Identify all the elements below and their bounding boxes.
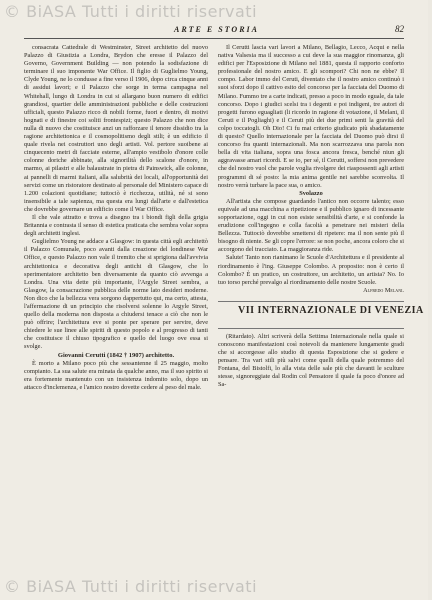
running-header <box>24 24 404 39</box>
author-signature: Alfredo Melani. <box>363 286 404 294</box>
paragraph: Il Cerutti lascia vari lavori a Milano, Bellagio, Lecco, Acqui e nella nativa Valsesia ma il successo a cui deve la sua maggior rinomanza, gli edifici per l'Esposizione di Milano nel 1881, questa il rapporto conforto professionale del nostro amico. E gli scompori? Chi non ne ebbe? Il compo. Labor immo del Ceruti, diventato che il nostro amico continuò i suoi sforzi dopo il cattivo esito del concorso per la facciata del Duomo di Milano. Fummo tre a carte indicati, presso a poco in modo eguale, da tale concorso. Dopo i giudici scelsi tra i degenti e poi indigeni, tre autori di progetti furono eguagliati (li ricordo in ragione di votazione, il Melani, il Ceruti e il Pogliaghi) e il Ceruti più dei due primi senti la gravità del colpo toccatogli. Oh Dio! Ci fu mai criterio giudicato più sbadatamente di questo? Quello internazionale per la facciata del Duomo può dirsi il concorso fra quanti internazionali. Ma non scarrozzava una parola non bella di vita italiana, sopra una fosca ancora fresca, benché niun gli aggravasse amari ricordi. E se io, per sé, il Cerutti, soffersi non prevedere che del nostro vuol che parole voglia rivolgere dei riaspossenti agli artisti programmi di sé posto: la mia anima gentile nei sarebbe sconvolta. Il nostro verrà turbare la pace sua, o amico. <box>218 44 404 189</box>
journal-title: ARTE E STORIA <box>174 25 259 34</box>
page-number: 82 <box>395 24 404 34</box>
paragraph: Guglielmo Young ne addace a Glasgow: in questa città egli architettò il Palazzo Comunale, poco avanti dalla creazione del londinese War Office, e questo Palazzo non vale il tremito che si sprigiona dall'avvivia architettonica e decorativa degli antichi di Glasgow, che lo sperimentatore architetto ben diversamente da quanto ciò avvenga a Londra. Una vita dette più importante, l'Argyle Street sembra, a Glasgow, la consacrazione pubblica delle norme lato desideri moderne. Non dico che la bellezza vera sorgono dappertutto qui, ma certo, attesta, l'affermazione di un principio che risolversi solenne lo Argyle Street, quello della moderna non disposta a chiudersi tenace a ciò che non le può offrire; l'architettura eve si ponte per sperare per servire, deve chiedere le sue linee alle spiriti di questo popolo e al progresso di tanti che costituisce il chiuso tipografico e quello del luogo ove essa si svolge. <box>24 238 208 351</box>
paragraph: (Ritardato). Altri scriverà della Settima Internazionale nella quale si conoscono manifestazioni così notevoli da mantenere lungamente gradi che si accorgesse allo studio di questa Esposizione che si godere e pensare. Tra vari stili più salvi come quelli della quale potremmo del Fontana, del Bistolfi, lo alla vista delle sale più che davanti le sculture stesse, signoreggiate dal Rodin col Pensatore il quale fa poco d'onore ad Sa- <box>218 332 404 389</box>
watermark-top: © BiASA Tutti i diritti riservati <box>4 2 258 21</box>
right-column <box>218 44 424 584</box>
section-subhead: Svolazzo <box>299 189 323 197</box>
watermark-bottom: © BiASA Tutti i diritti riservati <box>4 577 258 596</box>
section-heading: VII INTERNAZIONALE DI VENEZIA <box>238 304 424 316</box>
paragraph: Il che vale attratto e trova a disegno tra i biondi figli della grigia Britannia e contrasta il senso di estetica praticata che sembra volar sopra degli architetti inglesi. <box>24 213 208 238</box>
paragraph: È morto a Milano poco più che sessantenne il 25 maggio, molto compianto. La sua salute era minata da qualche anno, ma il suo spirito si era fortemente mantenuto con un insistenza indomito solo, dopo un attacco d'inclemenza, e l'amico nostro dovette cedere al peso del male. <box>24 359 208 391</box>
paragraph: Salute! Tanto non rianimano le Scuole d'Architettura e il presidente al riordinamento è l'ing. Giuseppe Colombo. A proposito: non è certo il Colombo? È un pratico, un costruttore, un architetto, un artista? No. Io tuo torso perché prevalgo al riordinamento delle nostre Scuole. <box>218 254 404 286</box>
obituary-caption: Giovanni Cerutti (1842 † 1907) architetto. <box>57 351 175 359</box>
paragraph: All'artista che compose guardando l'antico non occorre talento; esso equivale ad una macchina a ripetizione e il pubblico ignaro di incessante sopportazione, oggi in cui non esiste sensibilità d'arte, e si confonde la erudizione coll'ingegno e colla facoltà a penetrare nei misteri della Bellezza. Tuttociò dovrebbe smettersi di ripetere: ma il non sente più il bisogno di niente. Se gli copre l'errore: se non poche, ancora coloro che si accorgono del tracciato. La maggioranza ride. <box>218 197 404 254</box>
section-heading-box <box>218 299 424 329</box>
left-column <box>24 44 208 584</box>
paragraph: consacrata Cattedrale di Westminster, Street architetto del nuovo Palazzo di Giustizia a Londra, Brydon che eresse il Palazzo del Governo, Government Building — non potendo la sodisfazione di terminare il suo imponente War Office. Il figlio di Guglielmo Young, Clyde Young, ne lo condusse a fine verso il 1906, dopo circa cinque anni di assidui lavori; e il Palazzo che sorge in terma campagna nel Whitehall, lungo di Londra in cui si allargano buon numero di edifici grandiosi, quartier delle amministrazioni pubbliche e delle costruzioni ufficiali, questo Palazzo ricco di nobili forme, fuori e dentro, di motivi hognati e di finestre coi soliti frontespizi; questo Palazzo che non dice nulla di nuovo che costituisce anzi un rafforzare il tenore dissidio tra la ragione architettonica e il cosmopolitismo degli stili; è un edificio il quale rivela nei costruttori uno degli artisti. Vol. pertore suoibene ai cinquecento metri di facciate esterne, all'ampio vestibolo d'onore colle colonne doriche abbinate, alla signorilità dello scalone d'onore, in marmo, ai pilastri e alle balaustrate in pietra di Painswick, alle colonne, ai pannelli di marmi italiani, alla salubrità dei locali, all'opportunità dei servizi come un ristoratore destinato al personale del Ministero capace di 1.200 colazioni quotidiane; tuttociò è ricchezza, utilità, né si sono insensibile a tale sapienza, ma questa era lungi dall'arte e dall'estetica che dovrebbe governare un edificio come il War Office. <box>24 44 208 213</box>
